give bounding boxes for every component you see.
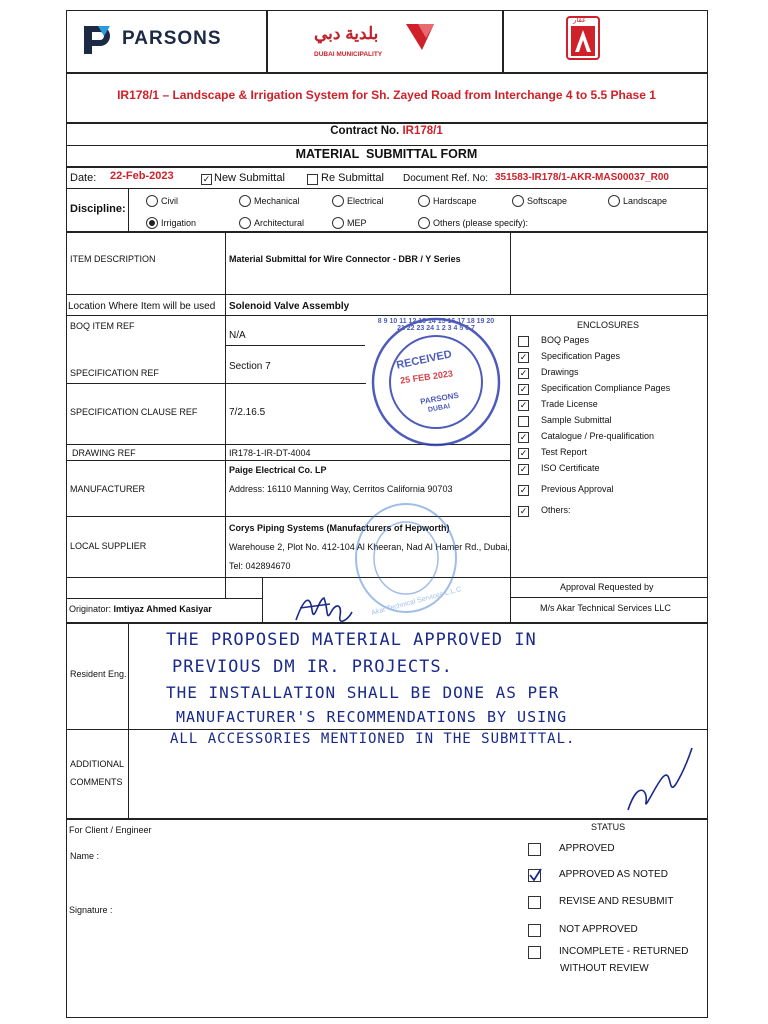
location-value: Solenoid Valve Assembly xyxy=(229,301,350,312)
manufacturer-address: Address: 16110 Manning Way, Cerritos California 90703 xyxy=(229,484,453,494)
enclosure-checkbox[interactable]: ✓ xyxy=(519,464,528,474)
enclosure-item xyxy=(518,483,703,497)
enclosures-title: ENCLOSURES xyxy=(577,320,640,330)
client-engineer-label: For Client / Engineer xyxy=(69,825,152,835)
drawing-value: IR178-1-IR-DT-4004 xyxy=(229,448,311,458)
location-label: Location Where Item will be used xyxy=(68,301,216,312)
received-stamp-icon xyxy=(370,316,502,448)
enclosure-item xyxy=(518,398,703,412)
discipline-label: Discipline: xyxy=(70,203,126,215)
date-label: Date: xyxy=(70,172,97,184)
contract-label: Contract No. xyxy=(330,125,400,137)
re-submittal-checkbox[interactable] xyxy=(307,174,318,185)
enclosure-item xyxy=(518,350,703,364)
received-stamp xyxy=(370,316,502,448)
stamp-city-text: DUBAI xyxy=(427,403,451,414)
supplier-tel: Tel: 042894670 xyxy=(229,561,291,571)
contract-value: IR178/1 xyxy=(402,125,443,137)
form-title: MATERIAL SUBMITTAL FORM xyxy=(295,147,478,161)
enclosure-item xyxy=(518,430,703,444)
enclosure-label: Previous Approval xyxy=(541,484,614,494)
resident-comment-line: ALL ACCESSORIES MENTIONED IN THE SUBMITTAL. xyxy=(170,731,576,747)
enclosure-checkbox[interactable]: ✓ xyxy=(519,506,528,516)
discipline-civil-radio[interactable] xyxy=(146,195,158,207)
parsons-logo xyxy=(80,22,260,58)
status-checkbox[interactable] xyxy=(528,924,541,937)
status-label: REVISE AND RESUBMIT xyxy=(559,896,674,907)
discipline-mep-radio[interactable] xyxy=(332,217,344,229)
check-icon xyxy=(528,868,542,882)
clause-label: SPECIFICATION CLAUSE REF xyxy=(70,407,198,417)
status-incomplete-line2: WITHOUT REVIEW xyxy=(560,963,649,974)
company-seal-text: Akar Technical Services L.L.C xyxy=(370,586,463,617)
client-signature-label: Signature : xyxy=(69,905,113,915)
stamp-date-text: 25 FEB 2023 xyxy=(399,368,454,386)
originator-label-text: Originator: xyxy=(69,604,112,614)
enclosure-checkbox[interactable] xyxy=(518,416,529,427)
approval-requested-value: M/s Akar Technical Services LLC xyxy=(540,603,671,613)
boq-value: N/A xyxy=(229,330,246,341)
enclosure-checkbox[interactable]: ✓ xyxy=(519,432,528,442)
new-submittal-checkbox[interactable]: ✓ xyxy=(202,174,211,184)
enclosure-label: Others: xyxy=(541,505,571,515)
resident-comment-line: PREVIOUS DM IR. PROJECTS. xyxy=(172,657,453,677)
project-title: IR178/1 – Landscape & Irrigation System for Sh. Zayed Road from Interchange 4 to 5.5 Phase 1 xyxy=(117,88,656,102)
parsons-mark-icon xyxy=(80,22,116,58)
discipline-landscape-radio[interactable] xyxy=(608,195,620,207)
discipline-others-radio[interactable] xyxy=(418,217,430,229)
stamp-received-text: RECEIVED xyxy=(395,348,453,372)
clause-value: 7/2.16.5 xyxy=(229,407,266,418)
discipline-mechanical-radio[interactable] xyxy=(239,195,251,207)
enclosure-label: Catalogue / Pre-qualification xyxy=(541,431,655,441)
supplier-address: Warehouse 2, Plot No. 412-104 Al Kheeran, Nad Al Hamer Rd., Dubai, xyxy=(229,542,510,552)
enclosure-item xyxy=(518,504,703,518)
drawing-label: DRAWING REF xyxy=(72,448,136,458)
status-label: NOT APPROVED xyxy=(559,924,638,935)
originator-signature-icon xyxy=(290,590,370,632)
contract-row xyxy=(66,125,707,137)
status-option xyxy=(528,945,698,961)
manufacturer-name: Paige Electrical Co. LP xyxy=(229,465,327,475)
date-value: 22-Feb-2023 xyxy=(110,170,174,182)
discipline-option-label: Irrigation xyxy=(161,218,197,228)
enclosure-item xyxy=(518,366,703,380)
stamp-org-text: PARSONS xyxy=(419,390,460,407)
dubai-municipality-logo xyxy=(300,18,450,64)
discipline-irrigation-radio[interactable] xyxy=(146,217,158,229)
enclosure-label: ISO Certificate xyxy=(541,463,600,473)
status-checkbox[interactable] xyxy=(528,896,541,909)
enclosure-item xyxy=(518,414,703,428)
discipline-option-label: Others (please specify): xyxy=(433,218,529,228)
dm-logo-english: DUBAI MUNICIPALITY xyxy=(314,51,383,58)
discipline-option-label: MEP xyxy=(347,218,367,228)
supplier-label: LOCAL SUPPLIER xyxy=(70,541,147,551)
enclosure-checkbox[interactable]: ✓ xyxy=(519,368,528,378)
originator-label xyxy=(69,604,212,614)
status-label: APPROVED xyxy=(559,843,615,854)
discipline-option-label: Hardscape xyxy=(433,196,477,206)
status-option xyxy=(528,868,698,884)
enclosure-checkbox[interactable]: ✓ xyxy=(519,352,528,362)
originator-value: Imtiyaz Ahmed Kasiyar xyxy=(113,604,212,614)
discipline-softscape-radio[interactable] xyxy=(512,195,524,207)
dm-logo-arabic: بلدية دبي xyxy=(314,24,379,43)
status-checkbox[interactable] xyxy=(528,869,541,882)
discipline-option-label: Mechanical xyxy=(254,196,300,206)
discipline-option-label: Civil xyxy=(161,196,178,206)
additional-comments-label: ADDITIONAL COMMENTS xyxy=(70,759,125,787)
enclosure-item xyxy=(518,382,703,396)
discipline-option-label: Architectural xyxy=(254,218,305,228)
enclosure-checkbox[interactable]: ✓ xyxy=(519,448,528,458)
enclosure-checkbox[interactable]: ✓ xyxy=(519,485,528,495)
enclosure-label: Specification Pages xyxy=(541,351,621,361)
status-label: APPROVED AS NOTED xyxy=(559,869,668,880)
parsons-logo-text: PARSONS xyxy=(122,28,222,49)
spec-label: SPECIFICATION REF xyxy=(70,368,159,378)
enclosure-item xyxy=(518,446,703,460)
akar-logo-arabic: عقار xyxy=(573,17,587,24)
item-description-value: Material Submittal for Wire Connector - DBR / Y Series xyxy=(229,254,461,264)
status-option xyxy=(528,895,698,911)
enclosure-label: Drawings xyxy=(541,367,579,377)
enclosure-checkbox[interactable]: ✓ xyxy=(519,400,528,410)
doc-ref-label: Document Ref. No: xyxy=(403,173,489,184)
dm-logo-mark-icon xyxy=(400,20,440,54)
supplier-name: Corys Piping Systems (Manufacturers of Hepworth) xyxy=(229,523,450,533)
discipline-option-label: Landscape xyxy=(623,196,668,206)
akar-logo xyxy=(566,16,600,60)
boq-label: BOQ ITEM REF xyxy=(70,321,135,331)
enclosure-label: Trade License xyxy=(541,399,598,409)
doc-ref-value: 351583-IR178/1-AKR-MAS00037_R00 xyxy=(495,172,669,183)
item-description-label: ITEM DESCRIPTION xyxy=(70,254,156,264)
discipline-electrical-radio[interactable] xyxy=(332,195,344,207)
new-submittal-label: New Submittal xyxy=(214,172,285,184)
enclosure-checkbox[interactable] xyxy=(518,336,529,347)
resident-comment-line: THE PROPOSED MATERIAL APPROVED IN xyxy=(166,630,537,650)
enclosure-checkbox[interactable]: ✓ xyxy=(519,384,528,394)
manufacturer-label: MANUFACTURER xyxy=(70,484,146,494)
status-title: STATUS xyxy=(591,822,626,832)
stamp-ring-numbers: 8 9 10 11 12 13 14 15 16 17 18 19 20 21 22 23 24 1 2 3 4 5 6 7 xyxy=(377,318,495,332)
discipline-architectural-radio[interactable] xyxy=(239,217,251,229)
re-submittal-label: Re Submittal xyxy=(321,172,384,184)
client-name-label: Name : xyxy=(70,851,100,861)
resident-signature-icon xyxy=(618,740,698,820)
approval-requested-label: Approval Requested by xyxy=(560,582,654,592)
discipline-hardscape-radio[interactable] xyxy=(418,195,430,207)
spec-value: Section 7 xyxy=(229,361,271,372)
discipline-option-label: Electrical xyxy=(347,196,384,206)
enclosure-label: Sample Submittal xyxy=(541,415,612,425)
enclosure-label: BOQ Pages xyxy=(541,335,590,345)
resident-comment-line: MANUFACTURER'S RECOMMENDATIONS BY USING xyxy=(176,708,568,726)
resident-comment-line: THE INSTALLATION SHALL BE DONE AS PER xyxy=(166,683,560,702)
discipline-option-label: Softscape xyxy=(527,196,568,206)
status-option xyxy=(528,842,698,858)
status-checkbox[interactable] xyxy=(528,843,541,856)
resident-eng-label: Resident Eng. xyxy=(70,669,127,679)
enclosure-item xyxy=(518,334,703,348)
enclosure-label: Specification Compliance Pages xyxy=(541,383,671,393)
enclosure-label: Test Report xyxy=(541,447,588,457)
status-checkbox[interactable] xyxy=(528,946,541,959)
status-label: INCOMPLETE - RETURNED xyxy=(559,946,689,957)
status-option xyxy=(528,923,698,939)
enclosure-item xyxy=(518,462,703,476)
